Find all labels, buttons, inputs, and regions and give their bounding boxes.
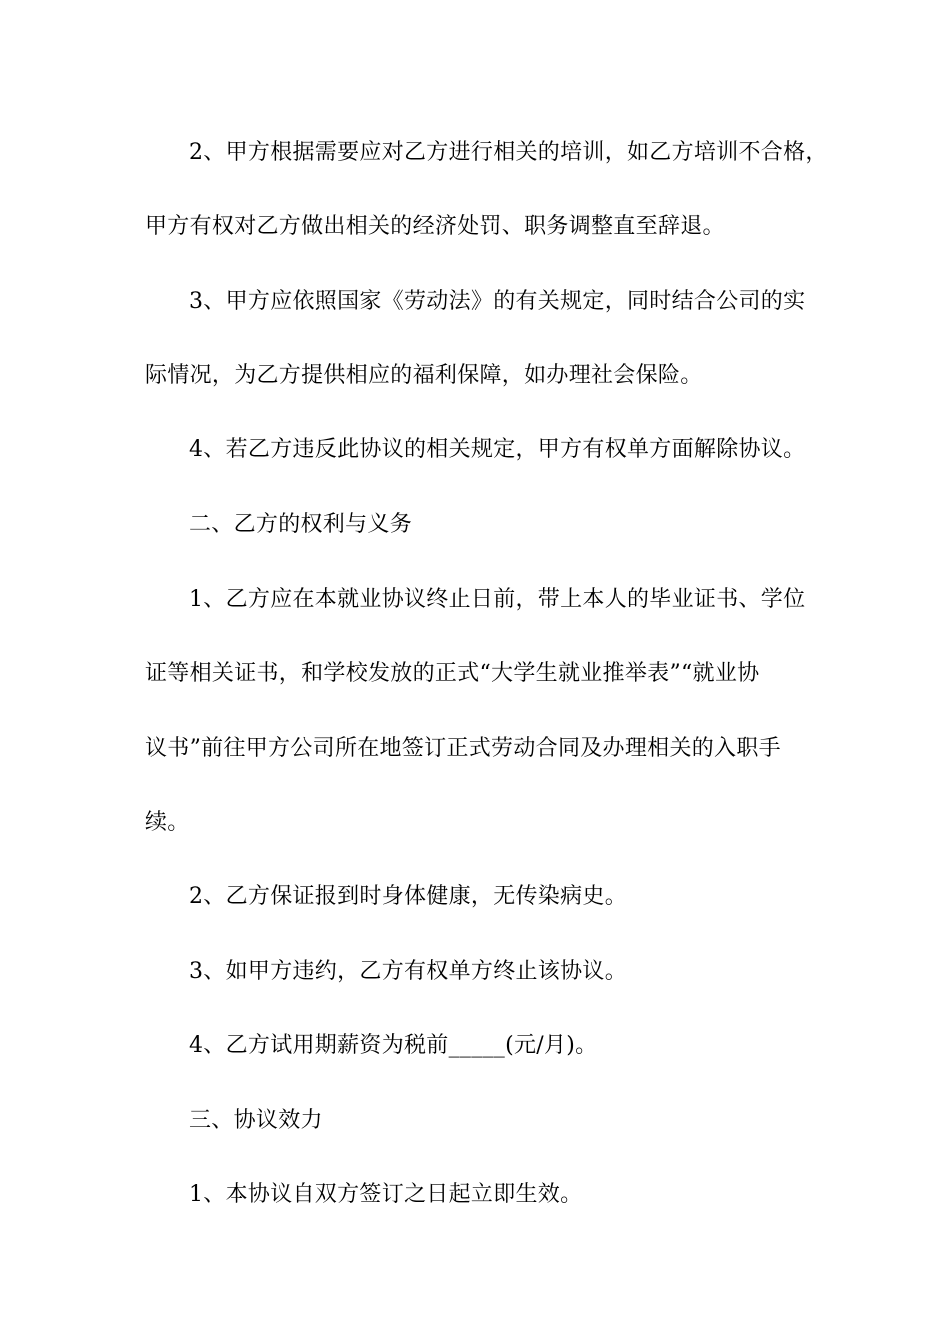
clause-2-line-1: 2、甲方根据需要应对乙方进行相关的培训，如乙方培训不合格， xyxy=(189,140,828,165)
section-2-clause-1-line-3: 议书”前往甲方公司所在地签订正式劳动合同及办理相关的入职手 xyxy=(145,736,781,761)
clause-4: 4、若乙方违反此协议的相关规定，甲方有权单方面解除协议。 xyxy=(189,437,806,462)
clause-2-line-2: 甲方有权对乙方做出相关的经济处罚、职务调整直至辞退。 xyxy=(145,214,725,239)
section-heading-2: 二、乙方的权利与义务 xyxy=(189,512,413,537)
section-heading-3: 三、协议效力 xyxy=(189,1108,323,1133)
section-2-clause-2: 2、乙方保证报到时身体健康，无传染病史。 xyxy=(189,884,627,909)
section-3-clause-1: 1、本协议自双方签订之日起立即生效。 xyxy=(189,1182,583,1207)
section-2-clause-1-line-1: 1、乙方应在本就业协议终止日前，带上本人的毕业证书、学位 xyxy=(189,587,806,612)
clause-3-line-1: 3、甲方应依照国家《劳动法》的有关规定，同时结合公司的实 xyxy=(189,289,806,314)
section-2-clause-3: 3、如甲方违约，乙方有权单方终止该协议。 xyxy=(189,959,627,984)
section-2-clause-1-line-4: 续。 xyxy=(145,810,190,835)
section-2-clause-4: 4、乙方试用期薪资为税前_____(元/月)。 xyxy=(189,1033,598,1058)
clause-3-line-2: 际情况，为乙方提供相应的福利保障，如办理社会保险。 xyxy=(145,363,703,388)
section-2-clause-1-line-2: 证等相关证书，和学校发放的正式“大学生就业推举表”“就业协 xyxy=(145,661,760,686)
